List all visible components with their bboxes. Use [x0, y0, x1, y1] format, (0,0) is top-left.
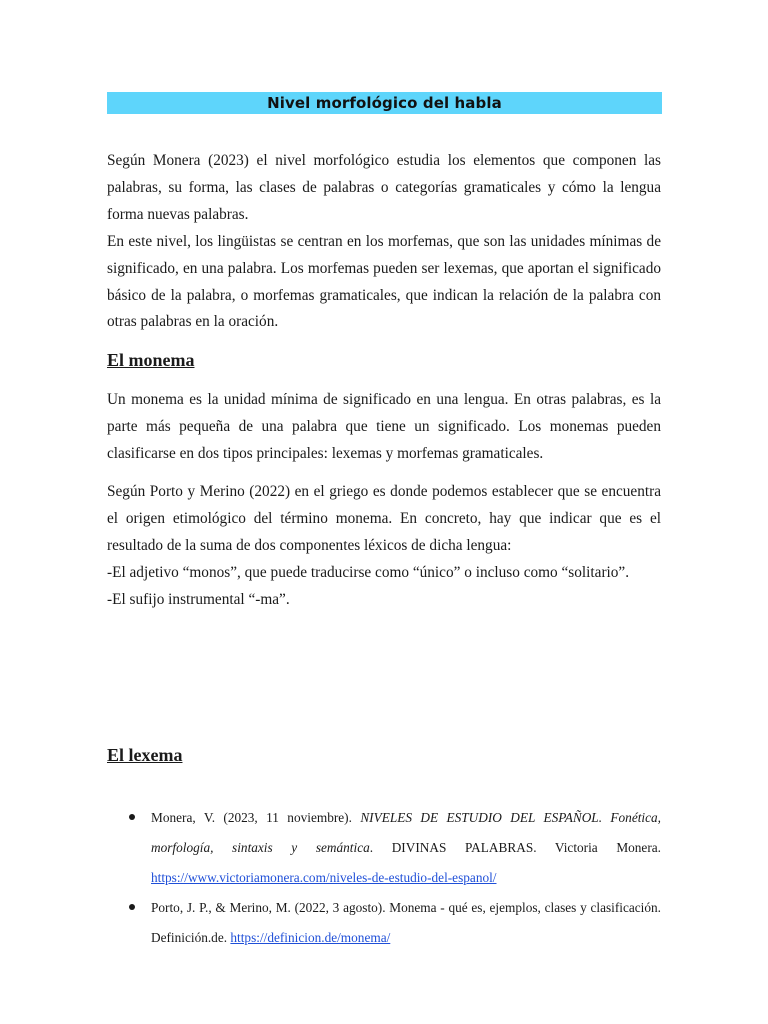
section-heading-monema: El monema	[107, 350, 195, 370]
monema-paragraph-2: Según Porto y Merino (2022) en el griego es donde podemos establecer que se encuentra el origen etimológico del término monema. En concreto, hay que indicar que es el resultado de la suma de dos componentes léxicos de dicha lengua:	[107, 483, 661, 554]
reference-item	[107, 893, 661, 953]
intro-paragraph-2: En este nivel, los lingüistas se centran en los morfemas, que son las unidades mínimas de significado, en una palabra. Los morfemas pueden ser lexemas, que aportan el significado básico de la palabra, o morfemas gramaticales, que indican la relación de la palabra con otras palabras en la oración.	[107, 233, 661, 331]
reference-lead: Porto, J. P., & Merino, M. (2022, 3 agosto). Monema - qué es, ejemplos, clases y clasificación. Definición.de.	[151, 900, 661, 945]
title-banner	[107, 92, 662, 114]
bullet-icon	[129, 904, 135, 910]
reference-lead: Monera, V. (2023, 11 noviembre).	[151, 810, 352, 825]
reference-tail: . DIVINAS PALABRAS. Victoria Monera.	[369, 840, 661, 855]
monema-paragraph-1: Un monema es la unidad mínima de significado en una lengua. En otras palabras, es la parte más pequeña de una palabra que tiene un significado. Los monemas pueden clasificarse en dos tipos principales: lexemas y morfemas gramaticales.	[107, 391, 661, 462]
page-title: Nivel morfológico del habla	[267, 94, 502, 112]
reference-list	[107, 803, 661, 953]
reference-link[interactable]: https://definicion.de/monema/	[230, 930, 391, 945]
section-heading-lexema: El lexema	[107, 745, 183, 765]
bullet-icon	[129, 814, 135, 820]
monema-list-item-1: -El adjetivo “monos”, que puede traducirse como “único” o incluso como “solitario”.	[107, 564, 630, 581]
reference-item	[107, 803, 661, 893]
reference-link[interactable]: https://www.victoriamonera.com/niveles-de-estudio-del-espanol/	[151, 870, 497, 885]
monema-list-item-2: -El sufijo instrumental “-ma”.	[107, 591, 290, 608]
intro-paragraph-1: Según Monera (2023) el nivel morfológico estudia los elementos que componen las palabras, su forma, las clases de palabras o categorías gramaticales y cómo la lengua forma nuevas palabras.	[107, 152, 661, 223]
reference-title: NIVELES DE ESTUDIO DEL ESPAÑOL. Fonética, morfología, sintaxis y semántica	[151, 810, 661, 855]
